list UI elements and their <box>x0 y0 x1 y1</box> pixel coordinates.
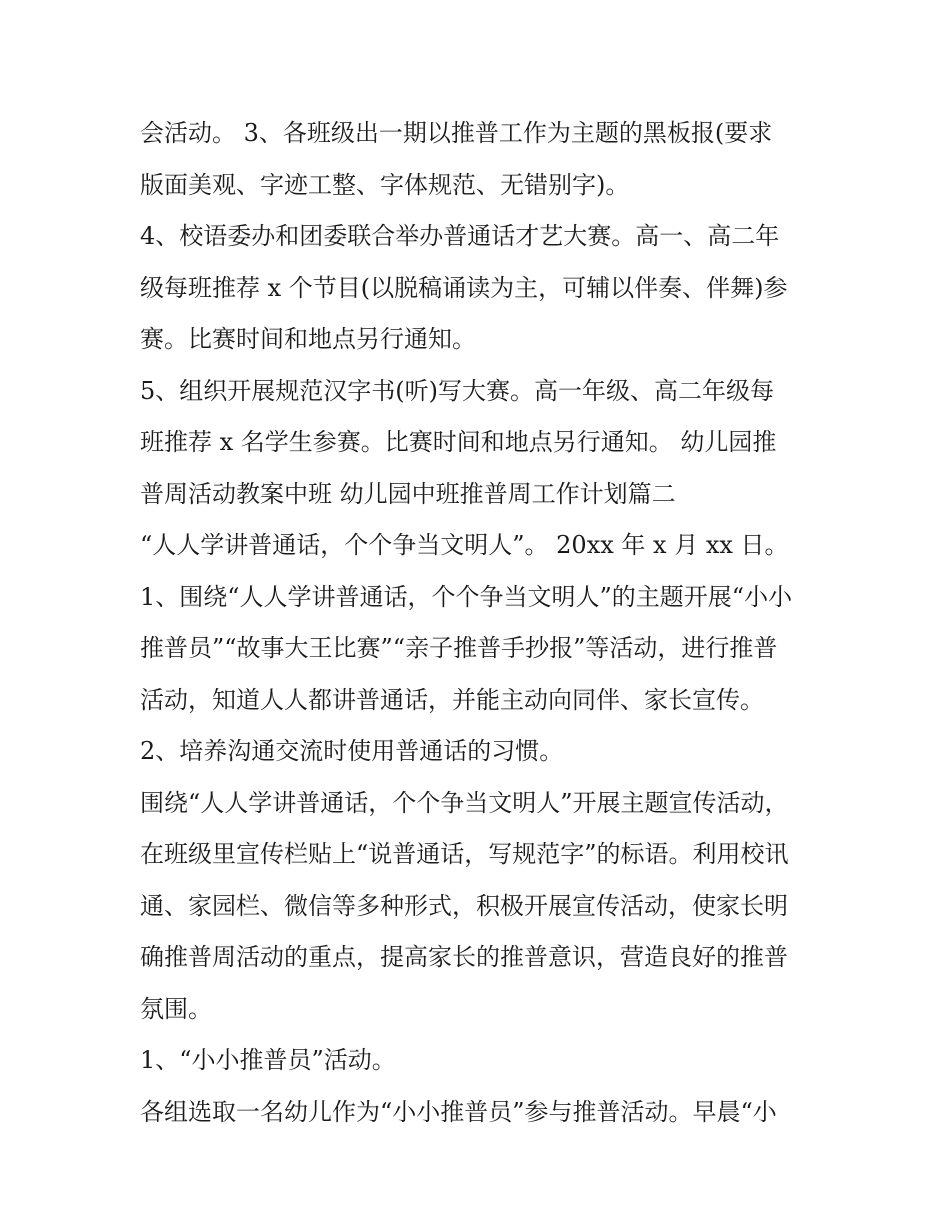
text-line: 围绕“人人学讲普通话，个个争当文明人”开展主题宣传活动， <box>140 788 789 817</box>
text-line: 推普员”“故事大王比赛”“亲子推普手抄报”等活动，进行推普 <box>140 634 778 662</box>
text-line: 会活动。 3、各班级出一期以推普工作为主题的黑板报(要求 <box>140 119 773 147</box>
text-line: 1、“小小推普员”活动。 <box>140 1046 396 1074</box>
text-line: 普周活动教案中班 幼儿园中班推普周工作计划篇二 <box>140 479 676 508</box>
text-line: 活动，知道人人都讲普通话，并能主动向同伴、家长宣传。 <box>140 685 764 714</box>
text-line: 赛。比赛时间和地点另行通知。 <box>140 325 476 353</box>
text-line: 1、围绕“人人学讲普通话，个个争当文明人”的主题开展“小小 <box>140 582 793 611</box>
text-line: 版面美观、字迹工整、字体规范、无错别字)。 <box>140 170 630 199</box>
text-line: “人人学讲普通话，个个争当文明人”。 20xx 年 x 月 xx 日。 <box>140 531 789 559</box>
document-body <box>140 108 820 1138</box>
text-line: 5、组织开展规范汉字书(听)写大赛。高一年级、高二年级每 <box>140 376 774 405</box>
text-line: 各组选取一名幼儿作为“小小推普员”参与推普活动。早晨“小 <box>140 1097 777 1126</box>
text-line: 2、培养沟通交流时使用普通话的习惯。 <box>140 737 564 765</box>
text-line: 在班级里宣传栏贴上“说普通话，写规范字”的标语。利用校讯 <box>140 840 789 868</box>
text-line: 4、校语委办和团委联合举办普通话才艺大赛。高一、高二年 <box>140 222 780 250</box>
text-line: 级每班推荐 x 个节目(以脱稿诵读为主，可辅以伴奏、伴舞)参 <box>140 273 788 302</box>
text-line: 氛围。 <box>140 994 212 1023</box>
text-line: 确推普周活动的重点，提高家长的推普意识，营造良好的推普 <box>140 943 788 971</box>
text-line: 班推荐 x 名学生参赛。比赛时间和地点另行通知。 幼儿园推 <box>140 428 777 456</box>
text-line: 通、家园栏、微信等多种形式，积极开展宣传活动，使家长明 <box>140 891 788 920</box>
